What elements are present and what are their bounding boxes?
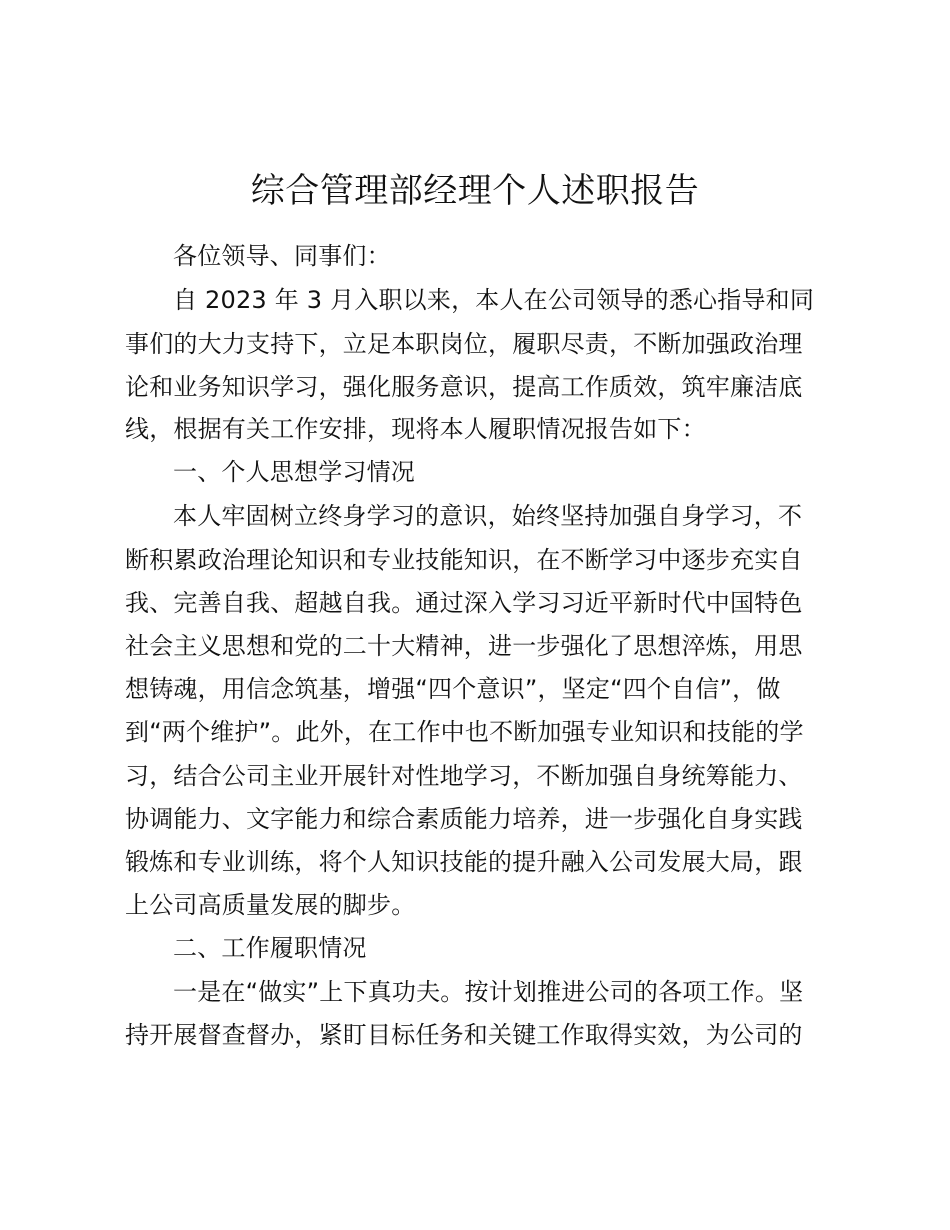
- body-line-1: 自 2023 年 3 月入职以来，本人在公司领导的悉心指导和同: [173, 286, 815, 314]
- body-line-11: 到“两个维护”。此外，在工作中也不断加强专业知识和技能的学: [125, 718, 804, 746]
- body-line-14: 锻炼和专业训练，将个人知识技能的提升融入公司发展大局，跟: [125, 848, 803, 876]
- body-line-18: 持开展督查督办，紧盯目标任务和关键工作取得实效，为公司的: [125, 1021, 803, 1049]
- section-heading-1: 一、个人思想学习情况: [173, 458, 415, 486]
- body-line-15: 上公司高质量发展的脚步。: [125, 891, 416, 919]
- body-line-17: 一是在“做实”上下真功夫。按计划推进公司的各项工作。坚: [173, 978, 804, 1006]
- body-line-9: 社会主义思想和党的二十大精神，进一步强化了思想淬炼，用思: [125, 632, 803, 660]
- body-line-3: 论和业务知识学习，强化服务意识，提高工作质效，筑牢廉洁底: [125, 373, 803, 401]
- body-line-6: 本人牢固树立终身学习的意识，始终坚持加强自身学习，不: [173, 502, 803, 530]
- body-line-8: 我、完善自我、超越自我。通过深入学习习近平新时代中国特色: [125, 589, 803, 617]
- body-line-12: 习，结合公司主业开展针对性地学习，不断加强自身统筹能力、: [125, 762, 803, 790]
- salutation-line: 各位领导、同事们：: [173, 242, 391, 270]
- body-line-4: 线，根据有关工作安排，现将本人履职情况报告如下：: [125, 415, 706, 443]
- body-line-2: 事们的大力支持下，立足本职岗位，履职尽责，不断加强政治理: [125, 330, 803, 358]
- body-line-13: 协调能力、文字能力和综合素质能力培养，进一步强化自身实践: [125, 805, 803, 833]
- document-title: 综合管理部经理个人述职报告: [250, 171, 700, 211]
- body-line-10: 想铸魂，用信念筑基，增强“四个意识”，坚定“四个自信”，做: [125, 675, 781, 703]
- section-heading-2: 二、工作履职情况: [173, 934, 367, 962]
- body-line-7: 断积累政治理论知识和专业技能知识，在不断学习中逐步充实自: [125, 546, 803, 574]
